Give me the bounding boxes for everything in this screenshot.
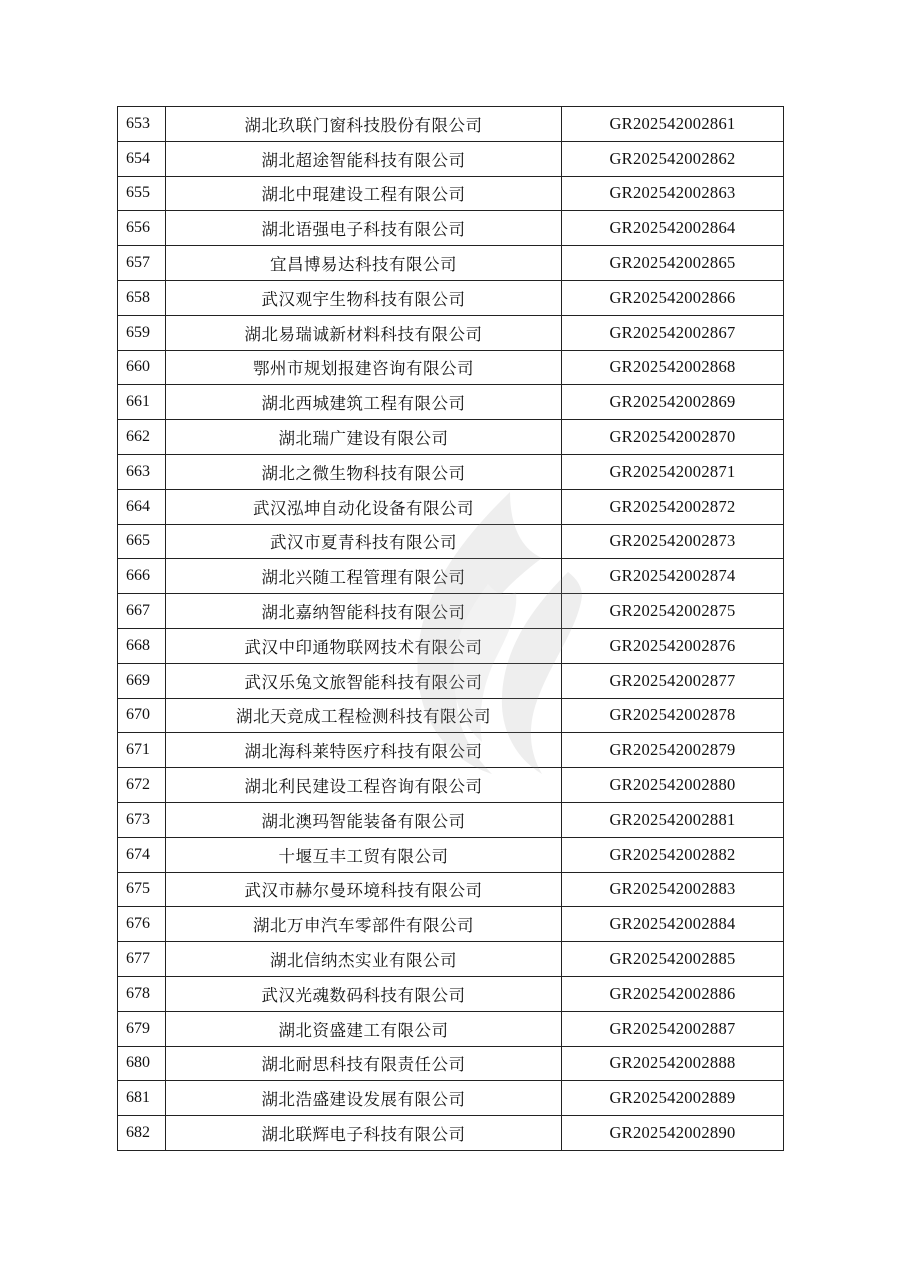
company-name: 湖北信纳杰实业有限公司 (166, 942, 562, 977)
certificate-code: GR202542002872 (562, 489, 784, 524)
row-number: 659 (118, 315, 166, 350)
row-number: 653 (118, 107, 166, 142)
row-number: 682 (118, 1116, 166, 1151)
certificate-code: GR202542002884 (562, 907, 784, 942)
table-row (118, 315, 784, 350)
row-number: 668 (118, 628, 166, 663)
company-name: 湖北嘉纳智能科技有限公司 (166, 594, 562, 629)
table-row (118, 698, 784, 733)
table-row (118, 594, 784, 629)
company-name: 湖北易瑞诚新材料科技有限公司 (166, 315, 562, 350)
company-name: 湖北中琨建设工程有限公司 (166, 176, 562, 211)
table-row (118, 176, 784, 211)
company-name: 武汉中印通物联网技术有限公司 (166, 628, 562, 663)
certificate-code: GR202542002890 (562, 1116, 784, 1151)
table-row (118, 663, 784, 698)
table-row (118, 768, 784, 803)
company-name: 湖北玖联门窗科技股份有限公司 (166, 107, 562, 142)
table-row (118, 350, 784, 385)
certificate-code: GR202542002880 (562, 768, 784, 803)
certificate-code: GR202542002885 (562, 942, 784, 977)
row-number: 657 (118, 246, 166, 281)
company-name: 湖北之微生物科技有限公司 (166, 454, 562, 489)
row-number: 674 (118, 837, 166, 872)
company-name: 武汉市赫尔曼环境科技有限公司 (166, 872, 562, 907)
company-name: 武汉光魂数码科技有限公司 (166, 976, 562, 1011)
certificate-code: GR202542002871 (562, 454, 784, 489)
company-name: 湖北万申汽车零部件有限公司 (166, 907, 562, 942)
table-row (118, 559, 784, 594)
table-row (118, 211, 784, 246)
company-name: 湖北资盛建工有限公司 (166, 1011, 562, 1046)
table-row (118, 280, 784, 315)
table-row (118, 628, 784, 663)
table-row (118, 420, 784, 455)
row-number: 679 (118, 1011, 166, 1046)
certificate-code: GR202542002863 (562, 176, 784, 211)
company-list-table (117, 106, 784, 1151)
company-list-body (118, 107, 784, 1151)
company-name: 湖北利民建设工程咨询有限公司 (166, 768, 562, 803)
certificate-code: GR202542002876 (562, 628, 784, 663)
table-row (118, 1116, 784, 1151)
row-number: 669 (118, 663, 166, 698)
certificate-code: GR202542002888 (562, 1046, 784, 1081)
company-name: 宜昌博易达科技有限公司 (166, 246, 562, 281)
certificate-code: GR202542002864 (562, 211, 784, 246)
row-number: 666 (118, 559, 166, 594)
company-name: 湖北瑞广建设有限公司 (166, 420, 562, 455)
certificate-code: GR202542002865 (562, 246, 784, 281)
certificate-code: GR202542002861 (562, 107, 784, 142)
certificate-code: GR202542002878 (562, 698, 784, 733)
company-name: 湖北浩盛建设发展有限公司 (166, 1081, 562, 1116)
certificate-code: GR202542002881 (562, 802, 784, 837)
certificate-code: GR202542002877 (562, 663, 784, 698)
row-number: 677 (118, 942, 166, 977)
table-row (118, 1046, 784, 1081)
row-number: 680 (118, 1046, 166, 1081)
certificate-code: GR202542002868 (562, 350, 784, 385)
row-number: 661 (118, 385, 166, 420)
table-row (118, 907, 784, 942)
certificate-code: GR202542002883 (562, 872, 784, 907)
certificate-code: GR202542002889 (562, 1081, 784, 1116)
certificate-code: GR202542002869 (562, 385, 784, 420)
table-row (118, 246, 784, 281)
table-row (118, 141, 784, 176)
company-name: 武汉乐兔文旅智能科技有限公司 (166, 663, 562, 698)
table-row (118, 872, 784, 907)
row-number: 671 (118, 733, 166, 768)
company-name: 湖北西城建筑工程有限公司 (166, 385, 562, 420)
certificate-code: GR202542002866 (562, 280, 784, 315)
company-name: 武汉泓坤自动化设备有限公司 (166, 489, 562, 524)
row-number: 670 (118, 698, 166, 733)
company-name: 武汉市夏青科技有限公司 (166, 524, 562, 559)
row-number: 672 (118, 768, 166, 803)
row-number: 658 (118, 280, 166, 315)
row-number: 655 (118, 176, 166, 211)
certificate-code: GR202542002882 (562, 837, 784, 872)
table-row (118, 1081, 784, 1116)
row-number: 656 (118, 211, 166, 246)
company-name: 湖北超途智能科技有限公司 (166, 141, 562, 176)
row-number: 681 (118, 1081, 166, 1116)
row-number: 660 (118, 350, 166, 385)
row-number: 665 (118, 524, 166, 559)
certificate-code: GR202542002862 (562, 141, 784, 176)
table-row (118, 385, 784, 420)
table-row (118, 1011, 784, 1046)
row-number: 678 (118, 976, 166, 1011)
company-name: 湖北天竞成工程检测科技有限公司 (166, 698, 562, 733)
row-number: 664 (118, 489, 166, 524)
table-row (118, 802, 784, 837)
table-row (118, 976, 784, 1011)
table-row (118, 489, 784, 524)
certificate-code: GR202542002887 (562, 1011, 784, 1046)
certificate-code: GR202542002874 (562, 559, 784, 594)
company-name: 湖北海科莱特医疗科技有限公司 (166, 733, 562, 768)
company-name: 湖北兴随工程管理有限公司 (166, 559, 562, 594)
row-number: 673 (118, 802, 166, 837)
table-row (118, 107, 784, 142)
certificate-code: GR202542002875 (562, 594, 784, 629)
row-number: 662 (118, 420, 166, 455)
row-number: 675 (118, 872, 166, 907)
certificate-code: GR202542002886 (562, 976, 784, 1011)
certificate-code: GR202542002873 (562, 524, 784, 559)
company-name: 鄂州市规划报建咨询有限公司 (166, 350, 562, 385)
row-number: 676 (118, 907, 166, 942)
row-number: 667 (118, 594, 166, 629)
company-name: 湖北语强电子科技有限公司 (166, 211, 562, 246)
table-row (118, 942, 784, 977)
company-name: 湖北澳玛智能装备有限公司 (166, 802, 562, 837)
certificate-code: GR202542002867 (562, 315, 784, 350)
company-name: 武汉观宇生物科技有限公司 (166, 280, 562, 315)
table-row (118, 454, 784, 489)
table-row (118, 837, 784, 872)
table-row (118, 524, 784, 559)
row-number: 654 (118, 141, 166, 176)
row-number: 663 (118, 454, 166, 489)
certificate-code: GR202542002870 (562, 420, 784, 455)
company-name: 十堰互丰工贸有限公司 (166, 837, 562, 872)
table-row (118, 733, 784, 768)
company-name: 湖北耐思科技有限责任公司 (166, 1046, 562, 1081)
company-name: 湖北联辉电子科技有限公司 (166, 1116, 562, 1151)
certificate-code: GR202542002879 (562, 733, 784, 768)
